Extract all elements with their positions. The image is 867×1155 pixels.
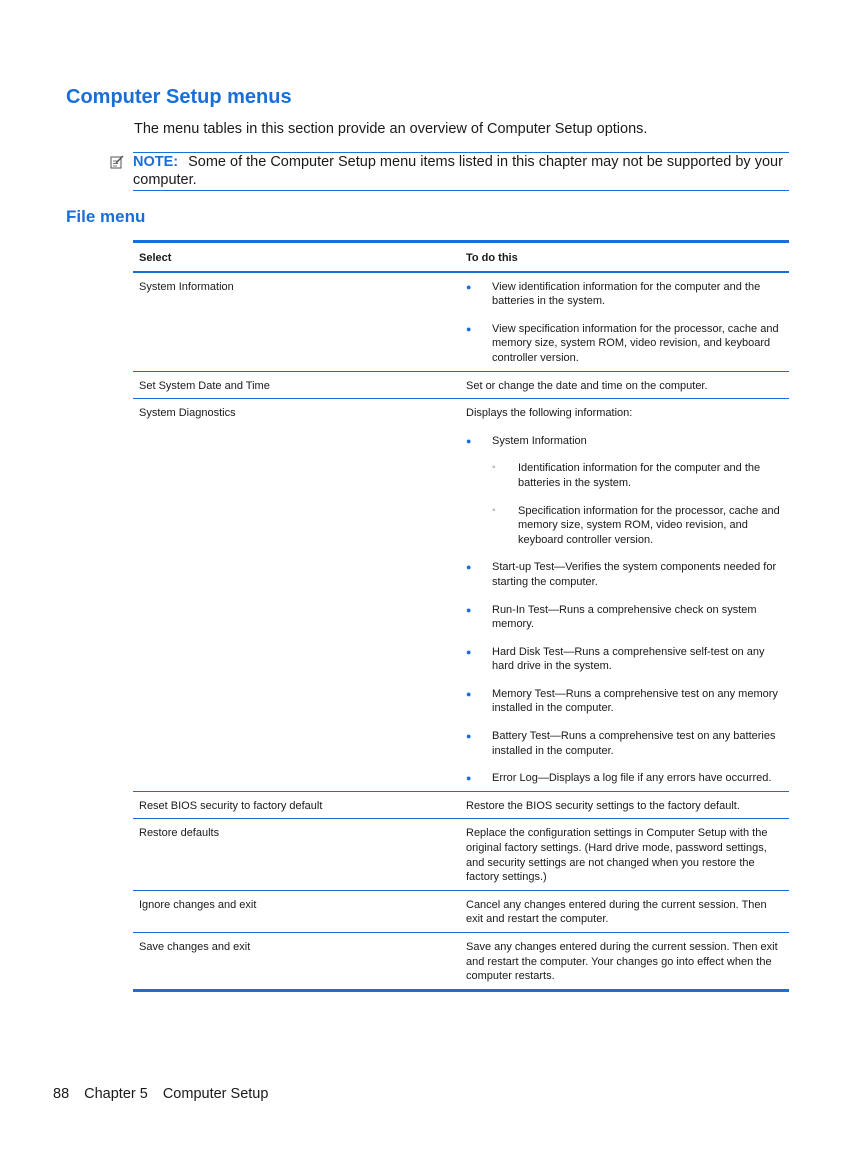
page-number: 88 [53, 1086, 70, 1102]
bullet-list [466, 434, 783, 786]
list-item: ● View identification information for the computer and the batteries in the system. [466, 280, 783, 309]
note-label: NOTE: [133, 154, 179, 170]
sub-list-item: ◦ Specification information for the processor, cache and memory size, system ROM, video revision, and keyboard controller version. [492, 504, 783, 548]
chapter-title: Computer Setup [162, 1086, 269, 1102]
list-item: ● View specification information for the processor, cache and memory size, system ROM, video revision, and keyboard controller version. [466, 322, 783, 366]
table-row [133, 819, 789, 890]
file-menu-title: File menu [66, 207, 146, 226]
note-pencil-icon [110, 155, 124, 169]
page-footer [53, 1086, 283, 1102]
row-action-cell: Save any changes entered during the current session. Then exit and restart the computer. Your changes go into effect when the computer restarts. [466, 941, 778, 983]
table-row [133, 933, 789, 991]
note-box [133, 152, 789, 191]
list-item: ● Battery Test—Runs a comprehensive test on any batteries installed in the computer. [466, 729, 783, 758]
column-header-select: Select [139, 252, 172, 264]
section-intro: The menu tables in this section provide an overview of Computer Setup options. [134, 121, 648, 137]
column-header-action: To do this [466, 252, 518, 264]
table-row [133, 890, 789, 932]
row-select-cell: System Information [139, 280, 234, 293]
row-select-cell: Restore defaults [139, 827, 220, 840]
section-title: Computer Setup menus [66, 86, 292, 108]
row-action-cell [460, 399, 789, 792]
list-item: ● Hard Disk Test—Runs a comprehensive self-test on any hard drive in the system. [466, 645, 783, 674]
bullet-list [466, 280, 783, 366]
list-item: ● Run-In Test—Runs a comprehensive check on system memory. [466, 603, 783, 632]
list-item: ● Start-up Test—Verifies the system components needed for starting the computer. [466, 560, 783, 589]
table-row [133, 399, 789, 792]
row-action-cell: Replace the configuration settings in Computer Setup with the original factory settings. (Hard drive mode, password settings, and security settings are not changed when you restore the factory settings.) [466, 827, 768, 884]
list-item-label: System Information [492, 434, 587, 447]
table-row [133, 371, 789, 399]
list-item [466, 434, 783, 548]
diagnostics-intro: Displays the following information: [466, 407, 633, 420]
list-item: ● Memory Test—Runs a comprehensive test on any memory installed in the computer. [466, 687, 783, 716]
chapter-label: Chapter 5 [84, 1086, 148, 1102]
row-select-cell: Save changes and exit [139, 941, 251, 953]
row-select-cell: Reset BIOS security to factory default [139, 799, 323, 812]
sub-bullet-list [492, 461, 783, 547]
row-select-cell: System Diagnostics [139, 407, 236, 420]
table-row [133, 272, 789, 371]
file-menu-table [133, 240, 789, 992]
row-action-cell: Cancel any changes entered during the current session. Then exit and restart the computer. [466, 898, 767, 926]
row-select-cell: Set System Date and Time [139, 379, 270, 392]
list-item: ● Error Log—Displays a log file if any errors have occurred. [466, 771, 783, 786]
table-header-row [133, 242, 789, 272]
table-row [133, 791, 789, 819]
note-text: Some of the Computer Setup menu items listed in this chapter may not be supported by your computer. [133, 154, 783, 188]
row-action-cell: Restore the BIOS security settings to the factory default. [466, 799, 740, 812]
sub-list-item: ◦ Identification information for the computer and the batteries in the system. [492, 461, 783, 490]
row-action-cell [460, 272, 789, 371]
row-action-cell: Set or change the date and time on the computer. [466, 379, 708, 392]
row-select-cell: Ignore changes and exit [139, 898, 257, 911]
